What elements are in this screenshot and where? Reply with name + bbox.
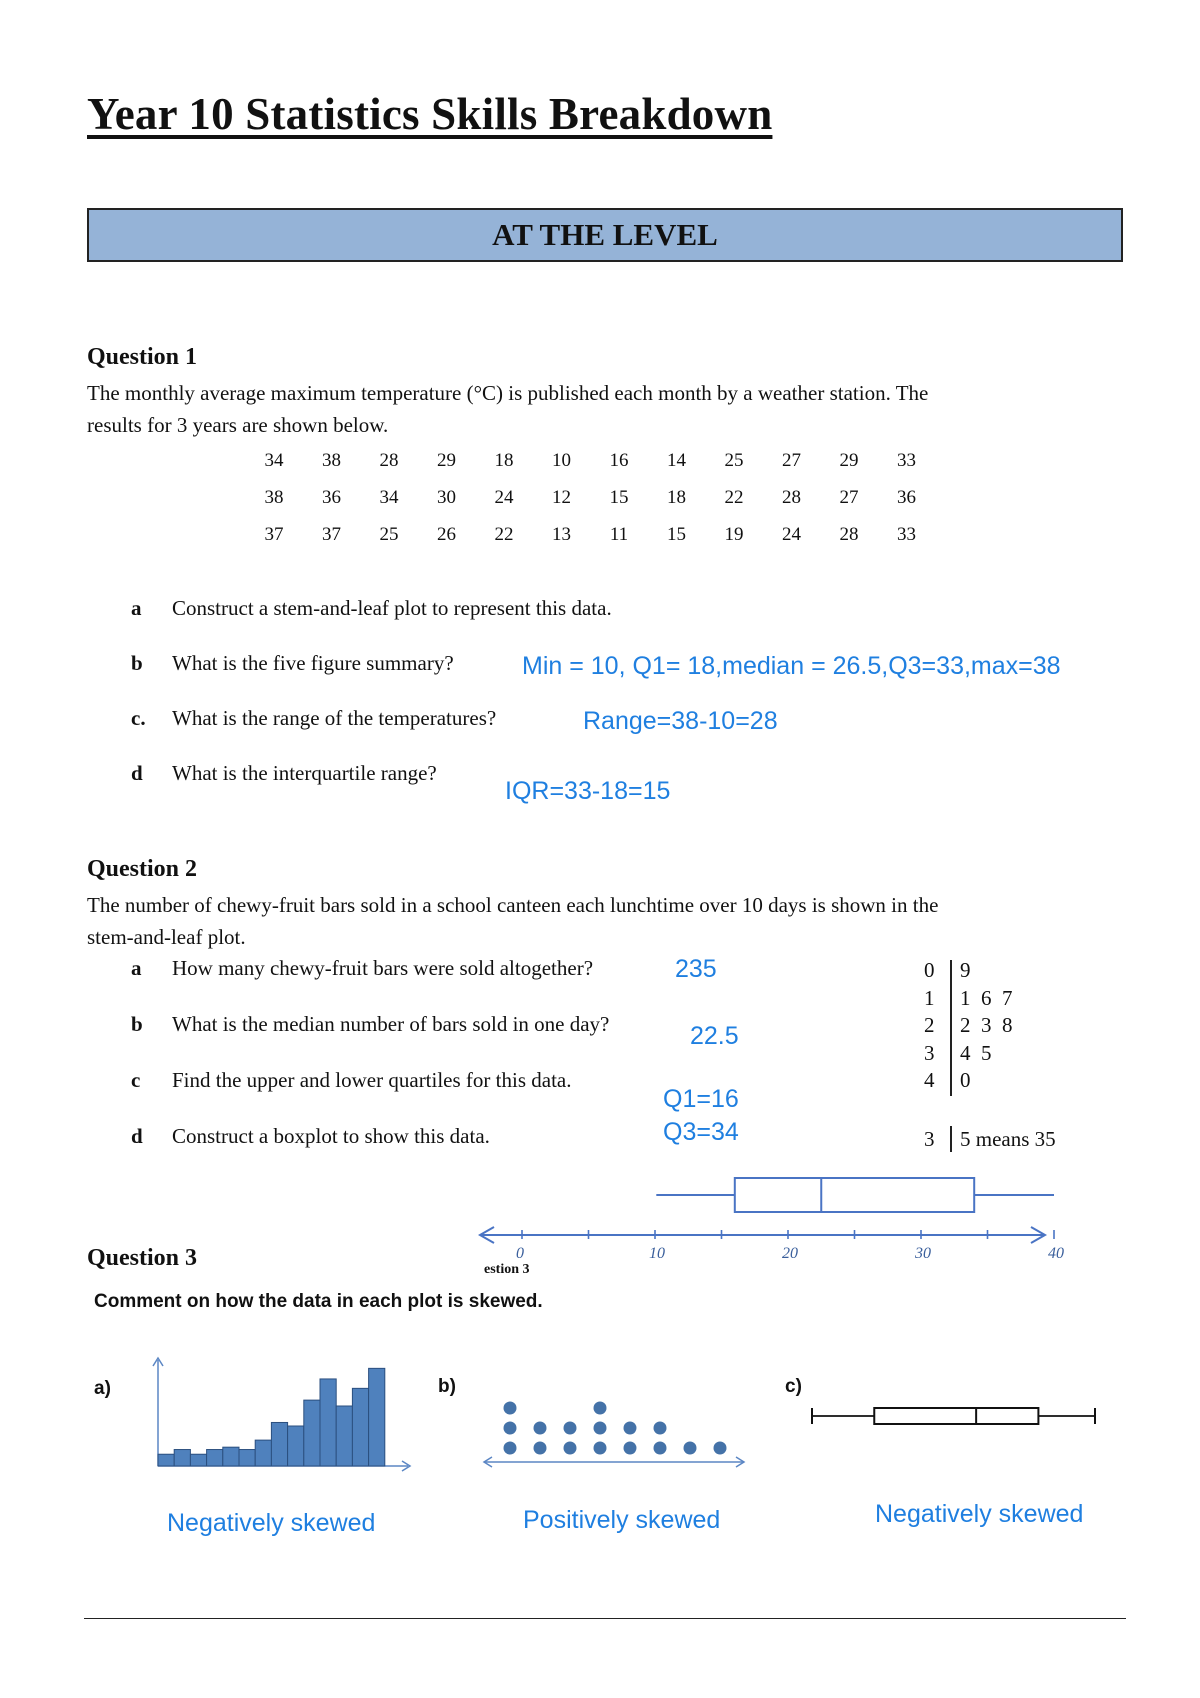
axis-tick-label: 30 [915, 1245, 931, 1262]
temperature-cell: 33 [897, 524, 916, 545]
stem-leaf-divider [950, 960, 952, 1096]
stem-value: 0 [924, 958, 935, 982]
axis-tick-label: 40 [1048, 1245, 1064, 1262]
temperature-cell: 12 [552, 487, 571, 508]
dot-plot-dot [594, 1402, 607, 1415]
q1-part-b-label: b [131, 651, 143, 675]
stem-value: 2 [924, 1013, 935, 1037]
temperature-cell: 24 [782, 524, 801, 545]
stem-leaf-key-stem: 3 [924, 1127, 935, 1151]
temperature-cell: 15 [667, 524, 686, 545]
temperature-cell: 37 [264, 524, 284, 545]
temperature-cell: 28 [839, 524, 859, 545]
dot-plot-dot [594, 1442, 607, 1455]
dot-plot-dot [684, 1442, 697, 1455]
dot-plot-dot [624, 1442, 637, 1455]
leaf-values: 1 6 7 [960, 985, 1013, 1010]
q1-part-b-answer: Min = 10, Q1= 18,median = 26.5,Q3=33,max=38 [522, 652, 1061, 680]
leaf-values: 0 [960, 1068, 971, 1092]
dot-plot-dot [624, 1422, 637, 1435]
question-2-intro-line1: The number of chewy-fruit bars sold in a school canteen each lunchtime over 10 days is shown in the [87, 893, 939, 917]
temperature-cell: 28 [782, 487, 801, 508]
dot-plot-dot [564, 1442, 577, 1455]
histogram-bar [158, 1454, 174, 1466]
q2-part-c-label: c [131, 1068, 141, 1092]
temperature-cell: 34 [379, 487, 399, 508]
q3-plot-a-answer: Negatively skewed [167, 1509, 376, 1537]
q2-part-d-text: Construct a boxplot to show this data. [172, 1124, 490, 1148]
temperature-cell: 29 [437, 450, 456, 471]
dot-plot-dot [564, 1422, 577, 1435]
histogram-bar [174, 1450, 190, 1466]
q3-histogram [146, 1352, 416, 1472]
temperature-cell: 14 [667, 450, 686, 471]
q2-part-c-text: Find the upper and lower quartiles for this data. [172, 1068, 572, 1092]
dot-plot-dot [594, 1422, 607, 1435]
q3-plot-c-answer: Negatively skewed [875, 1500, 1084, 1528]
temperature-cell: 25 [379, 524, 399, 545]
leaf-values: 9 [960, 958, 971, 982]
temperature-cell: 18 [494, 450, 514, 471]
temperature-cell: 19 [724, 524, 744, 545]
q2-part-a-answer: 235 [675, 955, 717, 983]
temperature-cell: 10 [552, 450, 571, 471]
q1-part-c-answer: Range=38-10=28 [583, 707, 778, 735]
temperature-cell: 37 [322, 524, 341, 545]
q2-part-b-label: b [131, 1012, 143, 1036]
temperature-cell: 28 [379, 450, 399, 471]
histogram-bar [239, 1450, 255, 1466]
dot-plot-dot [654, 1422, 667, 1435]
dot-plot-dot [504, 1442, 517, 1455]
temperature-cell: 29 [839, 450, 859, 471]
dot-plot-dot [504, 1402, 517, 1415]
stem-and-leaf-plot [918, 958, 1118, 1158]
temperature-cell: 36 [897, 487, 916, 508]
temperature-cell: 13 [552, 524, 571, 545]
q2-boxplot-drawing [470, 1168, 1070, 1278]
question-2-intro-line2: stem-and-leaf plot. [87, 925, 246, 949]
question-3-instruction: Comment on how the data in each plot is skewed. [94, 1291, 543, 1312]
histogram-bar [369, 1368, 385, 1466]
q2-part-d-answer: Q3=34 [663, 1118, 739, 1146]
q3-plot-a-label: a) [94, 1378, 111, 1399]
leaf-values: 2 3 8 [960, 1013, 1013, 1037]
temperature-cell: 36 [322, 487, 341, 508]
temperature-cell: 38 [322, 450, 341, 471]
question-2-heading: Question 2 [87, 856, 198, 882]
dot-plot-dot [654, 1442, 667, 1455]
boxplot-box [735, 1178, 974, 1212]
temperature-cell: 18 [667, 487, 686, 508]
histogram-bar [271, 1422, 287, 1466]
page-title: Year 10 Statistics Skills Breakdown [87, 89, 773, 139]
temperature-cell: 26 [437, 524, 456, 545]
q3-plot-b-label: b) [438, 1376, 456, 1397]
temperature-cell: 11 [609, 524, 629, 545]
temperature-cell: 33 [897, 450, 916, 471]
question-1-intro-line2: results for 3 years are shown below. [87, 413, 389, 437]
q2-part-d-label: d [131, 1124, 143, 1148]
histogram-bar [320, 1379, 336, 1466]
histogram-bar [352, 1388, 368, 1466]
q2-part-c-answer: Q1=16 [663, 1085, 739, 1113]
temperature-cell: 27 [839, 487, 859, 508]
axis-tick-label: 10 [649, 1245, 665, 1262]
leaf-values: 4 5 [960, 1040, 992, 1065]
temperature-cell: 16 [609, 450, 629, 471]
temperature-cell: 24 [494, 487, 514, 508]
q1-part-a-label: a [131, 596, 142, 620]
stem-value: 1 [924, 985, 935, 1010]
q2-part-b-answer: 22.5 [690, 1022, 739, 1050]
c-boxplot-box [874, 1408, 1038, 1424]
question-1-intro-line1: The monthly average maximum temperature (°C) is published each month by a weather station. The [87, 381, 929, 405]
temperature-cell: 15 [609, 487, 629, 508]
q1-part-d-answer: IQR=33-18=15 [505, 777, 671, 805]
temperature-cell: 38 [264, 487, 284, 508]
dot-plot-dot [714, 1442, 727, 1455]
dot-plot-dot [504, 1422, 517, 1435]
footer-rule [84, 1618, 1126, 1619]
stem-value: 4 [924, 1068, 935, 1092]
question-3-heading: Question 3 [87, 1245, 198, 1271]
histogram-bar [207, 1450, 223, 1466]
q3-boxplot [806, 1396, 1106, 1436]
q1-part-b-text: What is the five figure summary? [172, 651, 454, 675]
q1-part-c-text: What is the range of the temperatures? [172, 706, 497, 730]
q3-plot-b-answer: Positively skewed [523, 1506, 721, 1534]
temperature-cell: 22 [724, 487, 744, 508]
histogram-bar [288, 1426, 304, 1466]
axis-caption-fragment: estion 3 [484, 1262, 530, 1277]
q2-part-b-text: What is the median number of bars sold in one day? [172, 1012, 610, 1036]
temperature-cell: 34 [264, 450, 284, 471]
temperature-cell: 30 [437, 487, 456, 508]
q1-part-a-text: Construct a stem-and-leaf plot to represent this data. [172, 596, 612, 620]
dot-plot-dot [534, 1422, 547, 1435]
histogram-bar [304, 1400, 320, 1466]
axis-tick-label: 20 [782, 1245, 798, 1262]
dot-plot-dot [534, 1442, 547, 1455]
histogram-bar [255, 1440, 271, 1466]
histogram-bar [336, 1406, 352, 1466]
temperature-cell: 22 [494, 524, 514, 545]
q1-part-d-label: d [131, 761, 143, 785]
q1-part-c-label: c. [131, 706, 146, 730]
axis-tick-label: 0 [516, 1245, 524, 1262]
q2-part-a-label: a [131, 956, 142, 980]
q2-part-a-text: How many chewy-fruit bars were sold altogether? [172, 956, 594, 980]
question-1-heading: Question 1 [87, 344, 198, 370]
stem-leaf-key-divider [950, 1126, 952, 1152]
q3-dot-plot [480, 1372, 750, 1476]
level-banner: AT THE LEVEL [87, 208, 1123, 262]
q1-part-d-text: What is the interquartile range? [172, 761, 437, 785]
temperature-cell: 27 [782, 450, 801, 471]
q3-plot-c-label: c) [785, 1376, 802, 1397]
histogram-bar [190, 1454, 206, 1466]
histogram-bar [223, 1447, 239, 1466]
stem-leaf-key-text: 5 means 35 [960, 1127, 1056, 1151]
temperature-data-table [266, 450, 926, 560]
stem-value: 3 [924, 1040, 935, 1065]
temperature-cell: 25 [724, 450, 744, 471]
